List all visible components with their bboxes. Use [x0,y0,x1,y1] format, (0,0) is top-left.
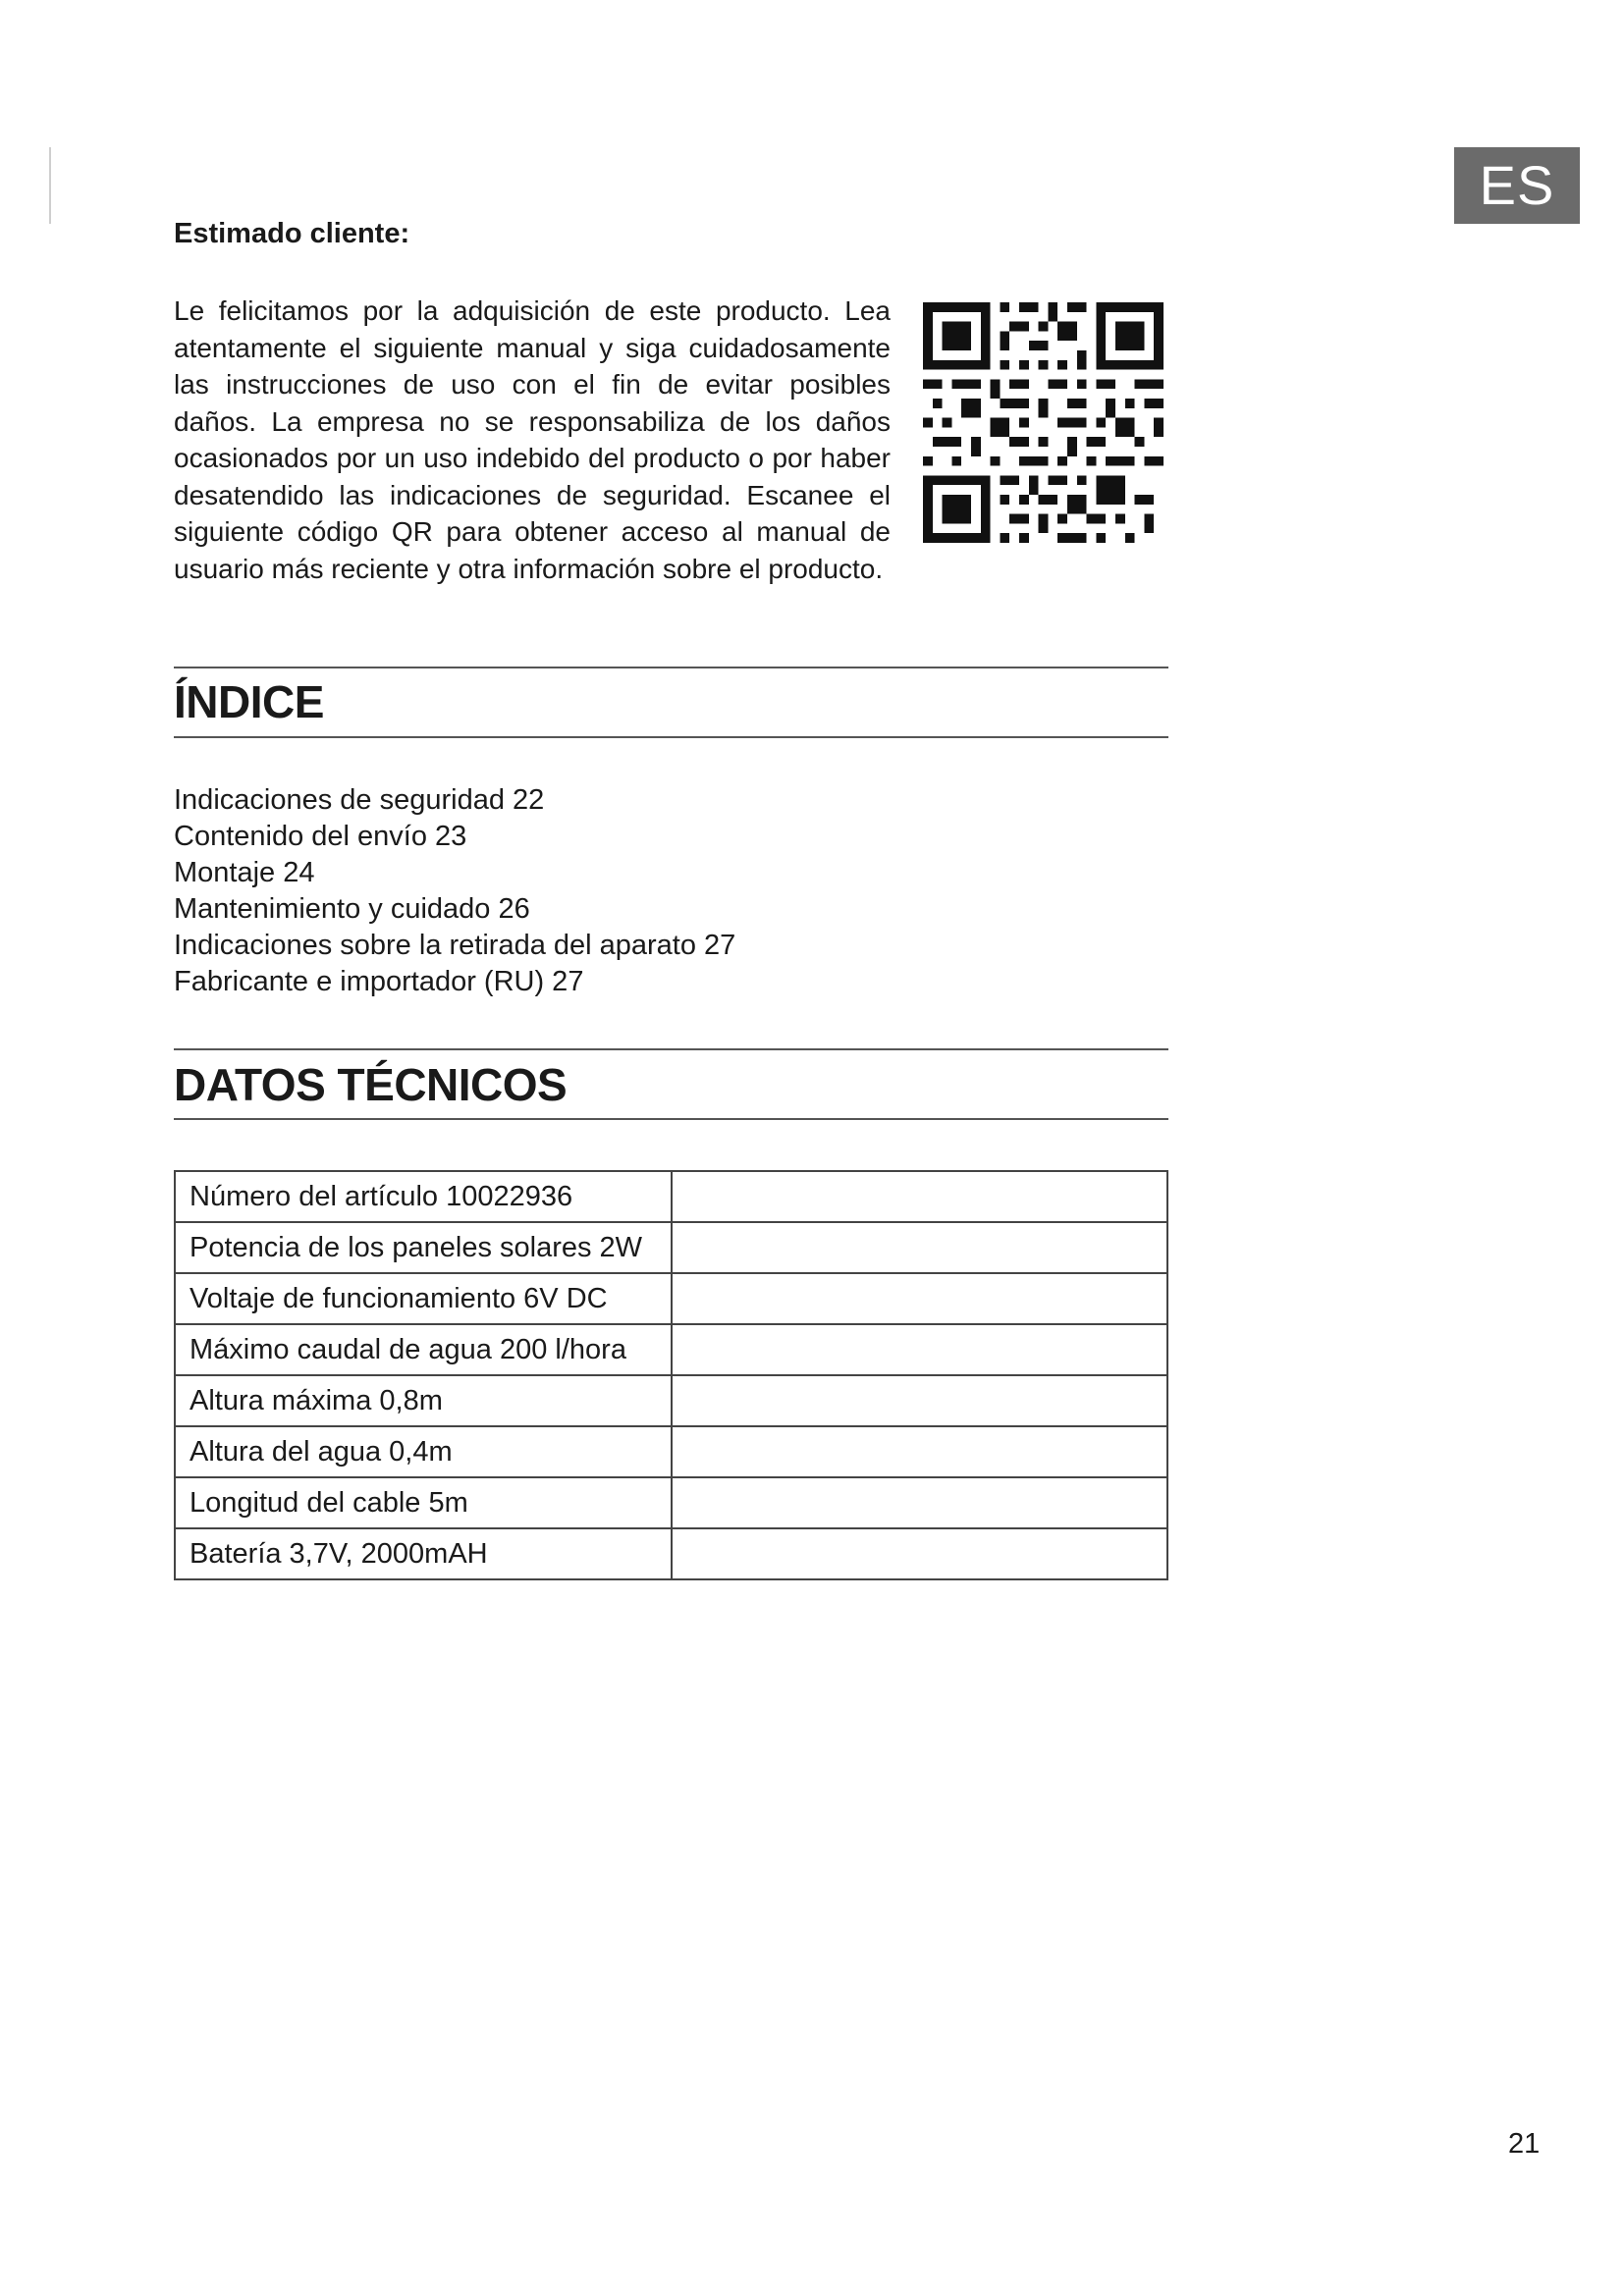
table-row [175,1222,1167,1273]
spec-empty-cell [672,1426,1167,1477]
index-top-rule [174,667,1168,668]
spec-cell: Potencia de los paneles solares 2W [175,1222,672,1273]
table-row [175,1171,1167,1222]
table-row [175,1375,1167,1426]
index-bottom-rule [174,736,1168,738]
spec-empty-cell [672,1222,1167,1273]
toc-item: Contenido del envío 23 [174,821,467,852]
spec-empty-cell [672,1324,1167,1375]
spec-empty-cell [672,1273,1167,1324]
toc-item: Mantenimiento y cuidado 26 [174,893,530,925]
spec-empty-cell [672,1528,1167,1579]
greeting-heading: Estimado cliente: [174,218,410,249]
spec-empty-cell [672,1375,1167,1426]
specs-top-rule [174,1048,1168,1050]
spec-cell: Número del artículo 10022936 [175,1171,672,1222]
page-number: 21 [1508,2128,1541,2160]
table-row [175,1477,1167,1528]
table-row [175,1273,1167,1324]
toc-item: Montaje 24 [174,857,315,888]
technical-data-table [174,1170,1168,1580]
specs-bottom-rule [174,1118,1168,1120]
spec-empty-cell [672,1171,1167,1222]
table-row [175,1426,1167,1477]
spec-empty-cell [672,1477,1167,1528]
qr-code [923,302,1164,543]
specs-title: DATOS TÉCNICOS [174,1059,568,1110]
spec-cell: Longitud del cable 5m [175,1477,672,1528]
spec-cell: Voltaje de funcionamiento 6V DC [175,1273,672,1324]
toc-item: Fabricante e importador (RU) 27 [174,966,584,997]
language-tab: ES [1454,147,1580,224]
index-title: ÍNDICE [174,676,324,727]
margin-line [49,147,51,224]
spec-cell: Altura del agua 0,4m [175,1426,672,1477]
toc-item: Indicaciones sobre la retirada del aparato 27 [174,930,736,961]
intro-paragraph: Le felicitamos por la adquisición de este producto. Lea atentamente el siguiente manual y siga cuidadosamente las instrucciones de uso con el fin de evitar posibles daños. La empresa no se responsabiliza de los daños ocasionados por un uso indebido del producto o por haber desatendido las indicaciones de seguridad. Escanee el siguiente código QR para obtener acceso al manual de usuario más reciente y otra información sobre el producto. [174,295,891,584]
spec-cell: Altura máxima 0,8m [175,1375,672,1426]
spec-cell: Batería 3,7V, 2000mAH [175,1528,672,1579]
table-of-contents [174,782,735,1000]
table-row [175,1528,1167,1579]
table-row [175,1324,1167,1375]
toc-item: Indicaciones de seguridad 22 [174,784,545,816]
spec-cell: Máximo caudal de agua 200 l/hora [175,1324,672,1375]
